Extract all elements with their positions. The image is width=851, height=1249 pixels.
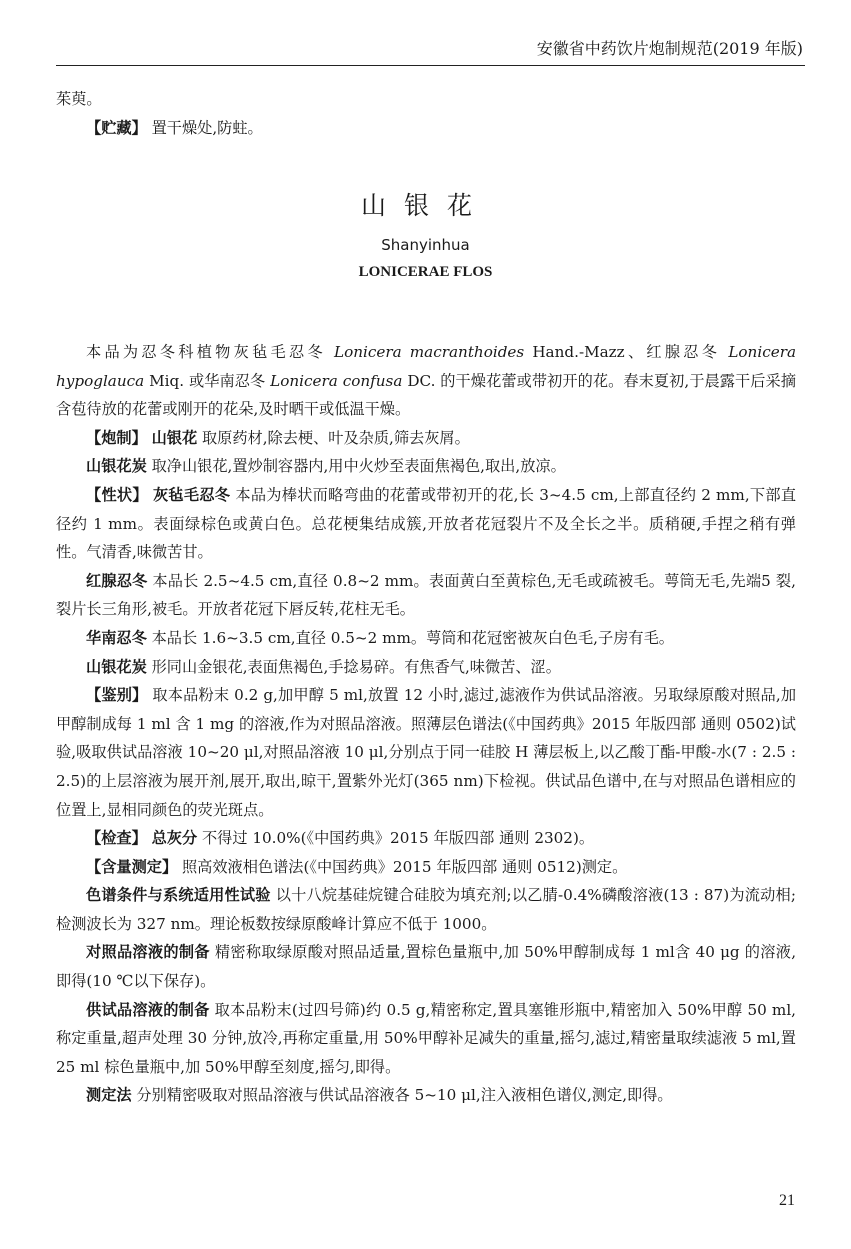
processing-item-name: 山银花炭 xyxy=(86,457,147,476)
assay-paragraph xyxy=(56,853,796,882)
entry-title: 山银花 xyxy=(360,191,490,220)
assay-label: 【含量测定】 xyxy=(86,857,178,876)
characteristics-charcoal xyxy=(56,653,796,682)
page-number: 21 xyxy=(779,1192,795,1209)
assay-subsection-name: 色谱条件与系统适用性试验 xyxy=(86,886,271,905)
intro-text-2: Hand.-Mazz、红腺忍冬 xyxy=(524,343,729,361)
inspection-paragraph xyxy=(56,824,796,853)
assay-procedure xyxy=(56,1081,796,1110)
latin-name-2: Lonicera hypoglauca xyxy=(56,343,797,390)
assay-test-solution xyxy=(56,996,796,1082)
processing-charcoal-paragraph xyxy=(56,452,796,481)
processing-item-text: 取原药材,除去梗、叶及杂质,筛去灰屑。 xyxy=(201,428,470,447)
assay-subsection-text: 精密称取绿原酸对照品适量,置棕色量瓶中,加 50%甲醇制成每 1 ml含 40 μg 的溶液,即得(10 ℃以下保存)。 xyxy=(56,943,797,991)
previous-entry-tail xyxy=(56,85,796,142)
processing-item-name: 山银花 xyxy=(151,428,198,447)
entry-latin-name: LONICERAE FLOS xyxy=(358,264,493,280)
assay-reference-solution xyxy=(56,938,796,995)
identification-paragraph xyxy=(56,681,796,824)
previous-text: 茱萸。 xyxy=(56,90,102,108)
assay-subsection-text: 取本品粉末(过四号筛)约 0.5 g,精密称定,置具塞锥形瓶中,精密加入 50%甲醇 50 ml,称定重量,超声处理 30 分钟,放冷,再称定重量,用 50%甲醇补足减失的重量,摇匀,滤过,精密量取续滤液 5 ml,置 25 ml 棕色量瓶中,加 50%甲醇至刻度,摇匀,即得。 xyxy=(56,1000,797,1076)
storage-label: 【贮藏】 xyxy=(86,118,147,137)
characteristics-paragraph xyxy=(56,481,796,567)
monograph-body xyxy=(56,338,796,1110)
assay-subsection-text: 分别精密吸取对照品溶液与供试品溶液各 5~10 μl,注入液相色谱仪,测定,即得。 xyxy=(136,1086,673,1105)
species-name: 山银花炭 xyxy=(86,657,147,676)
species-name: 华南忍冬 xyxy=(86,628,147,647)
species-text: 本品长 1.6~3.5 cm,直径 0.5~2 mm。萼筒和花冠密被灰白色毛,子房有毛。 xyxy=(151,628,674,647)
species-name: 灰毡毛忍冬 xyxy=(152,485,231,504)
characteristics-species-3 xyxy=(56,624,796,653)
inspection-item-text: 不得过 10.0%(《中国药典》2015 年版四部 通则 2302)。 xyxy=(201,829,595,848)
inspection-label: 【检查】 xyxy=(86,829,147,848)
entry-pinyin: Shanyinhua xyxy=(381,236,470,254)
latin-name-3: Lonicera confusa xyxy=(270,371,403,390)
latin-name-1: Lonicera macranthoides xyxy=(334,343,525,361)
assay-subsection-text: 以十八烷基硅烷键合硅胶为填充剂;以乙腈-0.4%磷酸溶液(13 : 87)为流动相;检测波长为 327 nm。理论板数按绿原酸峰计算应不低于 1000。 xyxy=(56,886,796,933)
species-text: 本品为棒状而略弯曲的花蕾或带初开的花,长 3~4.5 cm,上部直径约 2 mm,下部直径约 1 mm。表面绿棕色或黄白色。总花梗集结成簇,开放者花冠裂片不及全长之半。质稍硬,手捏之稍有弹性。气清香,味微苦甘。 xyxy=(56,485,797,562)
identification-label: 【鉴别】 xyxy=(86,686,148,705)
species-name: 红腺忍冬 xyxy=(86,571,148,590)
processing-label: 【炮制】 xyxy=(86,428,147,447)
species-text: 本品长 2.5~4.5 cm,直径 0.8~2 mm。表面黄白至黄棕色,无毛或疏被毛。萼筒无毛,先端5 裂,裂片长三角形,被毛。开放者花冠下唇反转,花柱无毛。 xyxy=(56,571,797,619)
intro-text-4: DC. 的干燥花蕾或带初开的花。春末夏初,于晨露干后采摘含苞待放的花蕾或刚开的花朵,及时晒干或低温干燥。 xyxy=(56,371,797,419)
assay-subsection-name: 供试品溶液的制备 xyxy=(86,1000,210,1019)
processing-item-text: 取净山银花,置炒制容器内,用中火炒至表面焦褐色,取出,放凉。 xyxy=(151,457,566,476)
inspection-item-name: 总灰分 xyxy=(151,829,198,848)
header-rule xyxy=(56,65,805,66)
assay-conditions xyxy=(56,881,796,938)
intro-text-3: Miq. 或华南忍冬 xyxy=(144,371,271,390)
assay-subsection-name: 测定法 xyxy=(86,1086,132,1105)
identification-text: 取本品粉末 0.2 g,加甲醇 5 ml,放置 12 小时,滤过,滤液作为供试品溶液。另取绿原酸对照品,加甲醇制成每 1 ml 含 1 mg 的溶液,作为对照品溶液。照薄层色谱法(《中国药典》2015 年版四部 通则 0502)试验,吸取供试品溶液 10~20 μl,对照品溶液 10 μl,分别点于同一硅胶 H 薄层板上,以乙酸丁酯-甲酸-水(7 : 2.5 : 2.5)的上层溶液为展开剂,展开,取出,晾干,置紫外光灯(365 nm)下检视。供试品色谱中,在与对照品色谱相应的位置上,显相同颜色的荧光斑点。 xyxy=(56,686,797,819)
intro-paragraph xyxy=(56,338,796,424)
running-header: 安徽省中药饮片炮制规范(2019 年版) xyxy=(536,39,803,58)
intro-text-1: 本品为忍冬科植物灰毡毛忍冬 xyxy=(86,343,334,361)
storage-text: 置干燥处,防蛀。 xyxy=(151,118,263,137)
processing-paragraph xyxy=(56,424,796,453)
assay-text: 照高效液相色谱法(《中国药典》2015 年版四部 通则 0512)测定。 xyxy=(181,857,628,876)
characteristics-species-2 xyxy=(56,567,796,624)
species-text: 形同山金银花,表面焦褐色,手捻易碎。有焦香气,味微苦、涩。 xyxy=(151,657,561,676)
storage-paragraph xyxy=(56,114,796,143)
characteristics-label: 【性状】 xyxy=(86,485,148,504)
assay-subsection-name: 对照品溶液的制备 xyxy=(86,943,210,962)
